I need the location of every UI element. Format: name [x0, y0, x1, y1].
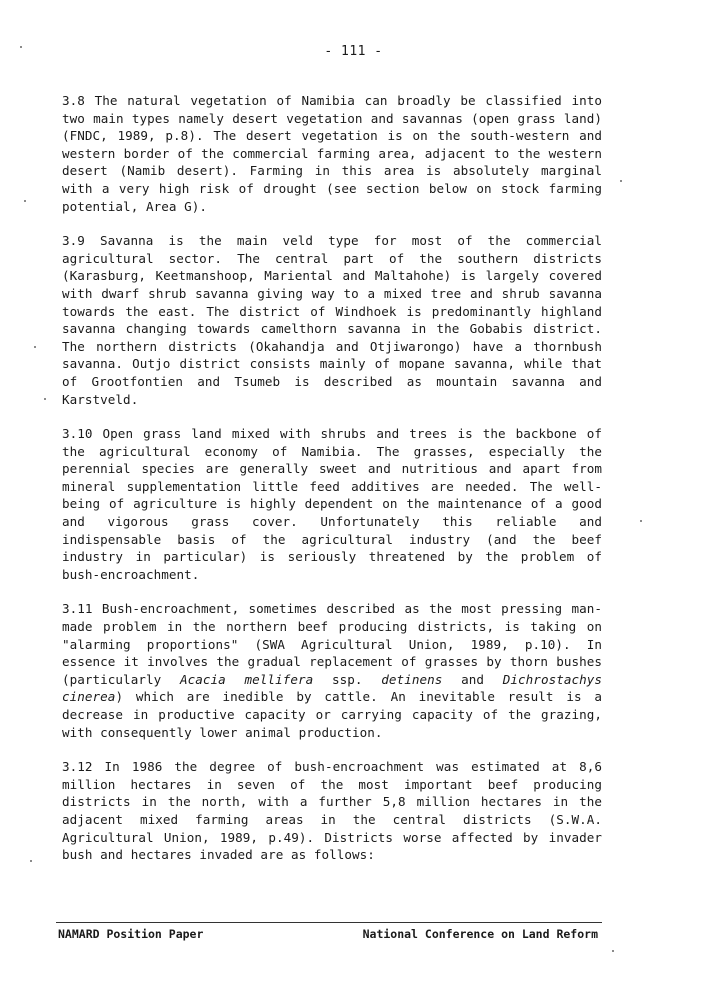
paragraph-text: and: [442, 671, 503, 687]
scan-speck: [620, 180, 622, 182]
paragraph-3-11: [62, 600, 602, 741]
subspecies-name: detinens: [381, 671, 443, 687]
paragraph-text: ) which are inedible by cattle. An inevitable result is a decrease in productive capacity or carrying capacity of the grazing, with consequently lower animal production.: [62, 689, 602, 740]
footer-right-text: National Conference on Land Reform: [362, 927, 598, 941]
paragraph-text: ssp.: [313, 671, 382, 687]
scan-speck: [20, 46, 22, 48]
species-name: Dichrostachys cinerea: [62, 671, 602, 705]
paragraph-text: 3.11 Bush-encroachment, sometimes described as the most pressing man-made problem in the northern beef producing districts, is taking on "alarming proportions" (SWA Agricultural Union, 1989, p.10). In essence it involves the gradual replacement of grasses by thorn bushes (particularly: [62, 601, 602, 687]
paragraph-3-10: 3.10 Open grass land mixed with shrubs and trees is the backbone of the agricultural economy of Namibia. The grasses, especially the perennial species are generally sweet and nutritious and apart from mineral supplementation little feed additives are needed. The well-being of agriculture is highly dependent on the maintenance of a good and vigorous grass cover. Unfortunately this reliable and indispensable basis of the agricultural industry (and the beef industry in particular) is seriously threatened by the problem of bush-encroachment.: [62, 426, 602, 582]
scan-speck: [612, 950, 614, 952]
paragraph-3-12: 3.12 In 1986 the degree of bush-encroachment was estimated at 8,6 million hectares in seven of the most important beef producing districts in the north, with a further 5,8 million hectares in the adjacent mixed farming areas in the central districts (S.W.A. Agricultural Union, 1989, p.49). Districts worse affected by invader bush and hectares invaded are as follows:: [62, 759, 602, 863]
footer-left-text: NAMARD Position Paper: [58, 927, 204, 941]
footer-divider: [56, 922, 602, 923]
page-footer: [58, 927, 598, 941]
scan-speck: [24, 200, 26, 202]
paragraph-3-9: 3.9 Savanna is the main veld type for most of the commercial agricultural sector. The central part of the southern districts (Karasburg, Keetmanshoop, Mariental and Maltahohe) is largely covered with dwarf shrub savanna giving way to a mixed tree and shrub savanna towards the east. The district of Windhoek is predominantly highland savanna changing towards camelthorn savanna in the Gobabis district. The northern districts (Okahandja and Otjiwarongo) have a thornbush savanna. Outjo district consists mainly of mopane savanna, while that of Grootfontien and Tsumeb is described as mountain savanna and Karstveld.: [62, 233, 602, 407]
scan-speck: [34, 346, 36, 348]
scan-speck: [640, 520, 642, 522]
scan-speck: [30, 860, 32, 862]
species-name: Acacia mellifera: [179, 671, 314, 687]
paragraph-3-8: 3.8 The natural vegetation of Namibia can broadly be classified into two main types namely desert vegetation and savannas (open grass land) (FNDC, 1989, p.8). The desert vegetation is on the south-western and western border of the commercial farming area, adjacent to the western desert (Namib desert). Farming in this area is absolutely marginal with a very high risk of drought (see section below on stock farming potential, Area G).: [62, 93, 602, 214]
document-body: [62, 92, 602, 881]
scan-speck: [44, 398, 46, 400]
page-number: - 111 -: [324, 44, 383, 59]
